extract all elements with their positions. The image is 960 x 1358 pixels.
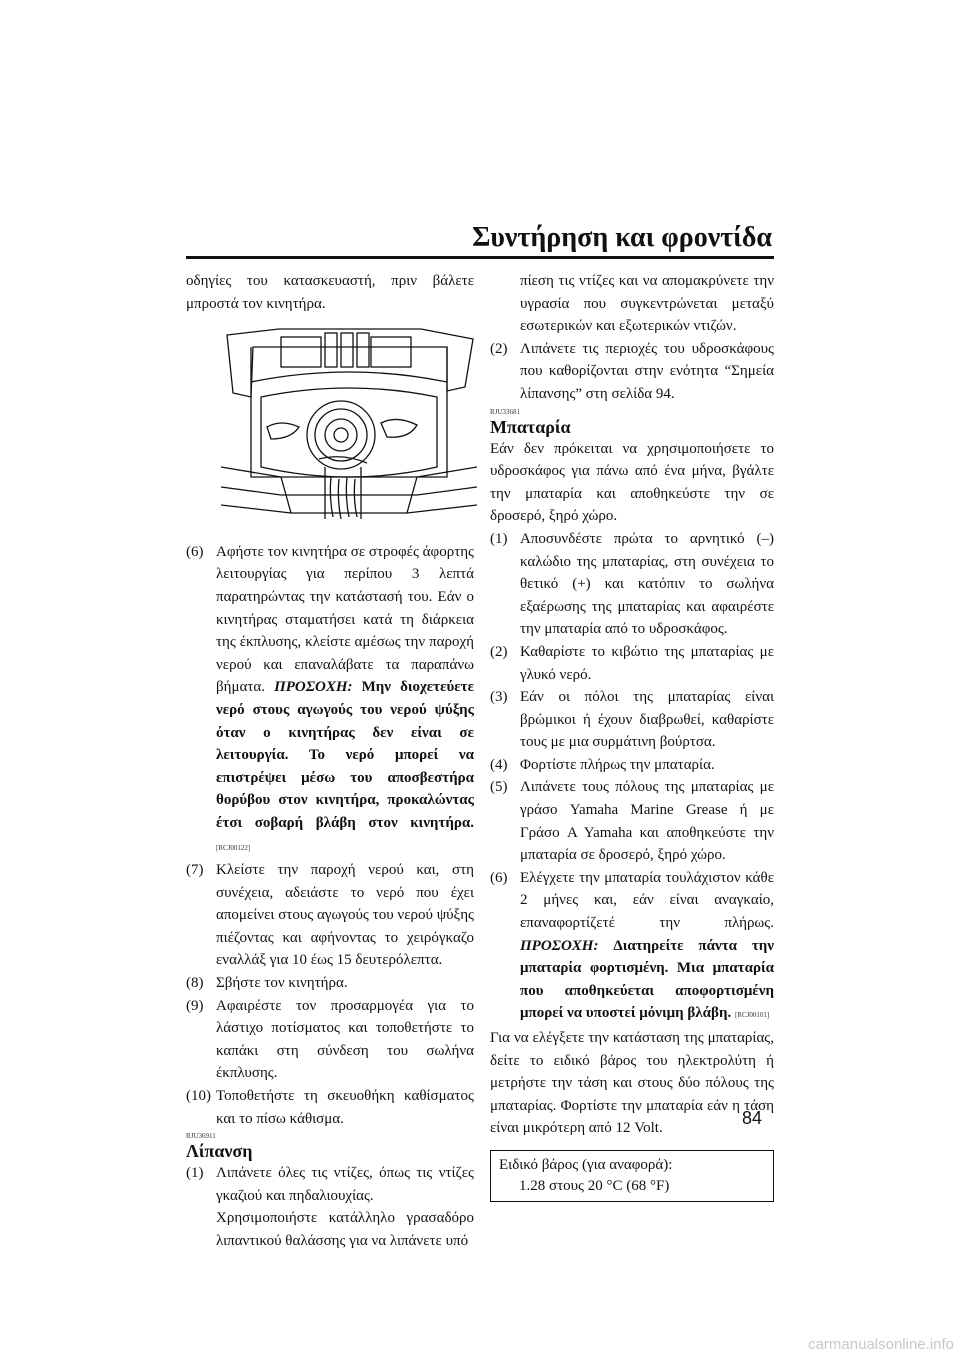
step-text: Ελέγχετε την μπαταρία τουλάχιστον κάθε 2 μήνες και, εάν είναι αναγκαίο, επαναφορτίζετέ την πλήρως. bbox=[520, 869, 774, 932]
caution-text: Διατηρείτε πάντα την μπαταρία φορτισμένη. Μια μπαταρία που αποθηκεύεται αποφορτισμένη μπορεί να υποστεί μόνιμη βλάβη. bbox=[520, 937, 774, 1022]
battery-step-5 bbox=[490, 776, 774, 866]
step-7 bbox=[186, 859, 474, 972]
step-text: Αφήστε τον κινητήρα σε στροφές άφορτης λειτουργίας για περίπου 3 λεπτά παρατηρώντας την κατάστασή του. Εάν ο κινητήρας σταματήσει κατά τη διάρκεια της έκπλυσης, κλείστε αμέσως την παροχή νερού και επαναλάβατε τα παραπάνω βήματα. bbox=[216, 543, 474, 696]
caution-label: ΠΡΟΣΟΧΗ: bbox=[274, 679, 353, 696]
battery-step-1 bbox=[490, 528, 774, 641]
step-text: Λιπάνετε τις περιοχές του υδροσκάφους που καθορίζονται στην ενότητα “Σημεία λίπανσης” στη σελίδα 94. bbox=[520, 340, 774, 402]
lubrication-step-2 bbox=[490, 338, 774, 406]
step-text: Αφαιρέστε τον προσαρμογέα για το λάστιχο ποτίσματος και τοποθετήστε το καπάκι στη σύνδεση του σωλήνα έκπλυσης. bbox=[216, 997, 474, 1082]
step-number: (3) bbox=[490, 689, 508, 706]
battery-step-2 bbox=[490, 641, 774, 686]
step-text: Κλείστε την παροχή νερού και, στη συνέχεια, αδειάστε το νερό που έχει απομείνει στους αγωγούς του νερού ψύξης πιέζοντας και αφήνοντας το χειρόγκαζο εναλλάξ για 10 έως 15 δευτερόλεπτα. bbox=[216, 862, 474, 969]
step-number: (5) bbox=[490, 779, 508, 796]
step-number: (6) bbox=[490, 869, 508, 886]
watermark: carmanualsonline.info bbox=[808, 1336, 954, 1353]
step-number: (2) bbox=[490, 643, 508, 660]
step-number: (7) bbox=[186, 862, 204, 879]
step-number: (4) bbox=[490, 756, 508, 773]
intro-text: οδηγίες του κατασκευαστή, πριν βάλετε μπροστά τον κινητήρα. bbox=[186, 273, 474, 312]
step-6 bbox=[186, 541, 474, 859]
section-code: RJU36911 bbox=[186, 1132, 216, 1141]
step-continuation: Χρησιμοποιήστε κατάλληλο γρασαδόρο λιπαντικού θαλάσσης για να λιπάνετε υπό bbox=[216, 1210, 474, 1249]
step-text: Καθαρίστε το κιβώτιο της μπαταρίας με γλυκό νερό. bbox=[520, 643, 774, 683]
header-rule bbox=[186, 256, 774, 259]
step-number: (1) bbox=[186, 1165, 204, 1182]
reference-code: [RCJ00122] bbox=[216, 843, 251, 852]
right-column bbox=[490, 270, 774, 1202]
reference-code: [RCJ00101] bbox=[734, 1011, 770, 1020]
battery-step-4 bbox=[490, 754, 774, 777]
step-text: Λιπάνετε τους πόλους της μπαταρίας με γράσο Yamaha Marine Grease ή με Γράσο A Yamaha και αποθηκεύστε την μπαταρία σε δροσερό, ξηρό χώρο. bbox=[520, 779, 774, 864]
battery-step-6 bbox=[490, 867, 774, 1027]
spec-value: 1.28 στους 20 °C (68 °F) bbox=[519, 1177, 670, 1194]
step-8 bbox=[186, 972, 474, 995]
step-number: (1) bbox=[490, 530, 508, 547]
battery-outro: Για να ελέγξετε την κατάσταση της μπαταρίας, δείτε το ειδικό βάρος του ηλεκτρολύτη ή μετρήστε την τάση και στους δύο πόλους της μπαταρίας. Φορτίστε την μπαταρία εάν η τάση είναι μικρότερη από 12 Volt. bbox=[490, 1030, 774, 1137]
section-title-lubrication: Λίπανση bbox=[186, 1141, 253, 1162]
page-number: 84 bbox=[742, 1108, 763, 1128]
step-number: (6) bbox=[186, 543, 204, 560]
left-column bbox=[186, 270, 474, 1253]
battery-step-3 bbox=[490, 686, 774, 754]
step-text: Αποσυνδέστε πρώτα το αρνητικό (–) καλώδιο της μπαταρίας, στη συνέχεια το θετικό (+) και κατόπιν το σωλήνα εξαέρωσης της μπαταρίας και αφαιρέστε την μπαταρία από το υδροσκάφος. bbox=[520, 530, 774, 638]
step-text: Σβήστε τον κινητήρα. bbox=[216, 975, 348, 992]
engine-flush-illustration bbox=[221, 327, 477, 521]
step-number: (8) bbox=[186, 975, 204, 992]
step-text: Λιπάνετε όλες τις ντίζες, όπως τις ντίζες γκαζιού και πηδαλιουχίας. bbox=[216, 1165, 474, 1204]
section-title-battery: Μπαταρία bbox=[490, 416, 571, 437]
page-title: Συντήρηση και φροντίδα bbox=[472, 222, 772, 253]
caution-text: Μην διοχετεύετε νερό στους αγωγούς του νερού ψύξης όταν ο κινητήρας δεν είναι σε λειτουργία. Το νερό μπορεί να επιστρέψει μέσω του αποσβεστήρα θορύβου στον κινητήρα, προκαλώντας έτσι σοβαρή βλάβη στον κινητήρα. bbox=[216, 679, 475, 831]
spec-label: Ειδικό βάρος (για αναφορά): bbox=[499, 1156, 673, 1173]
step-10 bbox=[186, 1085, 474, 1130]
caution-label: ΠΡΟΣΟΧΗ: bbox=[520, 937, 599, 954]
lubrication-step-1 bbox=[186, 1162, 474, 1207]
step-text: Εάν οι πόλοι της μπαταρίας είναι βρώμικοι ή έχουν διαβρωθεί, καθαρίστε τους με μια συρμάτινη βούρτσα. bbox=[520, 689, 774, 751]
step-9 bbox=[186, 995, 474, 1085]
step-number: (2) bbox=[490, 340, 508, 357]
step-number: (9) bbox=[186, 997, 204, 1014]
section-code: RJU33681 bbox=[490, 407, 520, 416]
battery-intro: Εάν δεν πρόκειται να χρησιμοποιήσετε το υδροσκάφος για πάνω από ένα μήνα, βγάλτε την μπαταρία και αποθηκεύστε την σε δροσερό, ξηρό χώρο. bbox=[490, 440, 774, 525]
specific-gravity-box bbox=[490, 1150, 774, 1202]
step-text: Τοποθετήστε τη σκευοθήκη καθίσματος και το πίσω κάθισμα. bbox=[216, 1088, 474, 1127]
step-number: (10) bbox=[186, 1088, 211, 1105]
step-text: Φορτίστε πλήρως την μπαταρία. bbox=[520, 756, 715, 773]
step-continuation: πίεση τις ντίζες και να απομακρύνετε την υγρασία που συγκεντρώνεται μεταξύ εσωτερικών και εξωτερικών ντιζών. bbox=[520, 273, 774, 335]
